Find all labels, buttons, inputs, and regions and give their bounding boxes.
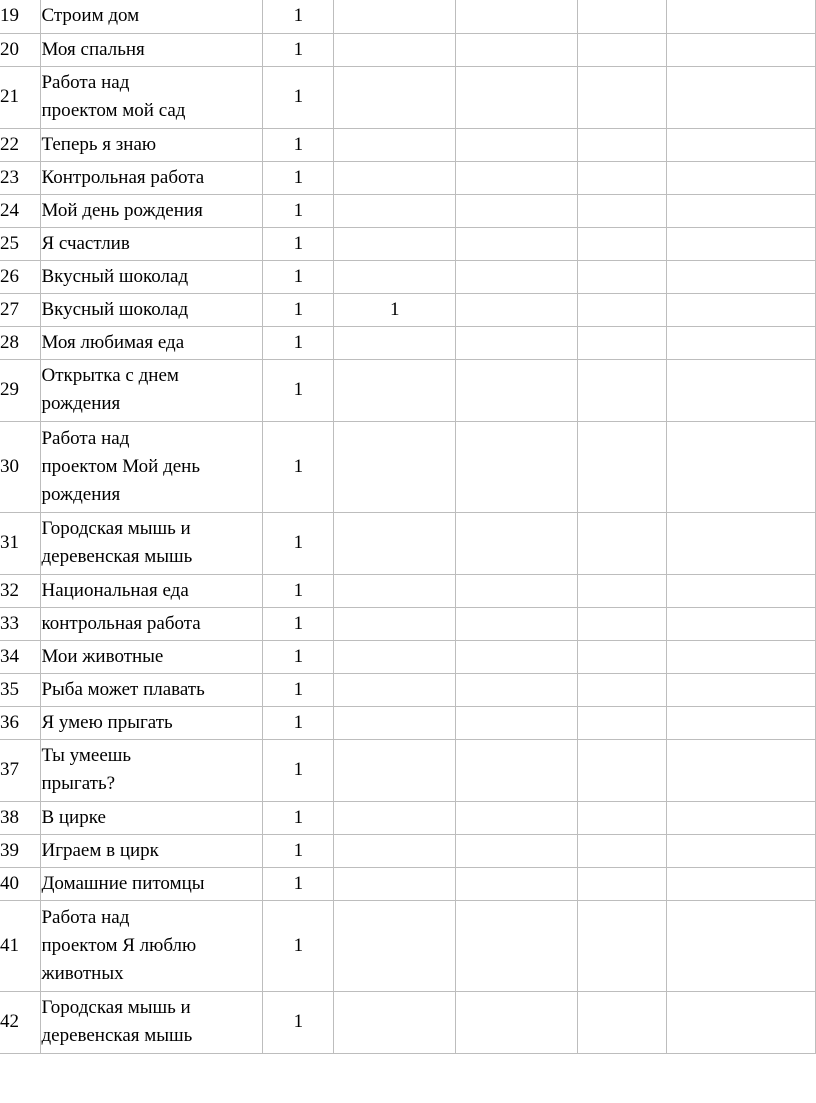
empty-cell — [578, 66, 667, 128]
lesson-topic — [41, 739, 263, 801]
lesson-hours: 1 — [263, 0, 334, 33]
lesson-topic-line: проектом Мой день — [41, 455, 201, 477]
lesson-topic-line: Я умею прыгать — [41, 711, 173, 733]
empty-cell — [578, 867, 667, 900]
lesson-topic-line: Ты умеешь — [41, 745, 132, 766]
empty-cell — [578, 161, 667, 194]
lesson-extra-hours — [334, 900, 456, 991]
empty-cell — [578, 900, 667, 991]
lesson-topic-line: Моя спальня — [41, 38, 145, 60]
lesson-hours: 1 — [263, 33, 334, 66]
empty-cell — [456, 706, 578, 739]
lesson-hours: 1 — [263, 867, 334, 900]
empty-cell — [456, 574, 578, 607]
empty-cell — [578, 801, 667, 834]
empty-cell — [578, 194, 667, 227]
lesson-topic — [41, 607, 263, 640]
lesson-topic — [41, 640, 263, 673]
table-row — [0, 574, 816, 607]
lesson-hours: 1 — [263, 574, 334, 607]
lesson-hours: 1 — [263, 607, 334, 640]
lesson-extra-hours — [334, 512, 456, 574]
lesson-number: 19 — [0, 0, 41, 33]
lesson-extra-hours — [334, 991, 456, 1053]
lesson-topic — [41, 227, 263, 260]
empty-cell — [578, 227, 667, 260]
lesson-extra-hours — [334, 640, 456, 673]
empty-cell — [667, 128, 816, 161]
empty-cell — [578, 834, 667, 867]
lesson-topic-line: Городская мышь и — [41, 518, 191, 539]
empty-cell — [456, 640, 578, 673]
lesson-number: 33 — [0, 607, 41, 640]
empty-cell — [456, 161, 578, 194]
lesson-topic-line: рождения — [41, 483, 121, 505]
empty-cell — [578, 673, 667, 706]
table-row — [0, 128, 816, 161]
empty-cell — [667, 512, 816, 574]
table-row — [0, 607, 816, 640]
lesson-topic — [41, 706, 263, 739]
lesson-topic — [41, 33, 263, 66]
empty-cell — [578, 0, 667, 33]
lesson-number: 29 — [0, 359, 41, 421]
table-row — [0, 260, 816, 293]
table-row — [0, 227, 816, 260]
empty-cell — [456, 194, 578, 227]
empty-cell — [456, 834, 578, 867]
lesson-topic-line: прыгать? — [41, 773, 116, 794]
lesson-topic-line: Работа над — [41, 906, 130, 928]
lesson-number: 39 — [0, 834, 41, 867]
lesson-hours: 1 — [263, 227, 334, 260]
lesson-topic — [41, 260, 263, 293]
lesson-extra-hours — [334, 739, 456, 801]
lesson-extra-hours — [334, 33, 456, 66]
empty-cell — [667, 33, 816, 66]
empty-cell — [667, 0, 816, 33]
lesson-extra-hours: 1 — [334, 293, 456, 326]
empty-cell — [667, 326, 816, 359]
empty-cell — [456, 293, 578, 326]
empty-cell — [667, 673, 816, 706]
lesson-topic-line: Домашние питомцы — [41, 872, 205, 894]
lesson-hours: 1 — [263, 359, 334, 421]
lesson-hours: 1 — [263, 991, 334, 1053]
table-row — [0, 867, 816, 900]
empty-cell — [456, 512, 578, 574]
lesson-number: 35 — [0, 673, 41, 706]
empty-cell — [667, 421, 816, 512]
empty-cell — [578, 293, 667, 326]
lesson-hours: 1 — [263, 801, 334, 834]
lesson-extra-hours — [334, 260, 456, 293]
empty-cell — [667, 991, 816, 1053]
empty-cell — [578, 326, 667, 359]
lesson-extra-hours — [334, 867, 456, 900]
empty-cell — [456, 801, 578, 834]
table-row — [0, 359, 816, 421]
lesson-number: 31 — [0, 512, 41, 574]
lesson-extra-hours — [334, 326, 456, 359]
empty-cell — [667, 607, 816, 640]
lesson-topic-line: Национальная еда — [41, 579, 189, 601]
lesson-hours: 1 — [263, 421, 334, 512]
lesson-hours: 1 — [263, 260, 334, 293]
table-row — [0, 991, 816, 1053]
lesson-number: 32 — [0, 574, 41, 607]
lesson-extra-hours — [334, 834, 456, 867]
lesson-topic — [41, 0, 263, 33]
lesson-topic — [41, 900, 263, 991]
lesson-topic-line: Моя любимая еда — [41, 331, 185, 353]
lesson-topic-line: Я счастлив — [41, 232, 130, 254]
lesson-extra-hours — [334, 161, 456, 194]
lesson-number: 21 — [0, 66, 41, 128]
lesson-number: 38 — [0, 801, 41, 834]
lesson-topic-line: проектом Я люблю — [41, 934, 197, 956]
lesson-topic-line: Играем в цирк — [41, 839, 159, 861]
lesson-extra-hours — [334, 128, 456, 161]
lesson-topic-line: Мой день рождения — [41, 199, 203, 221]
lesson-hours: 1 — [263, 739, 334, 801]
table-row — [0, 834, 816, 867]
empty-cell — [578, 512, 667, 574]
empty-cell — [578, 421, 667, 512]
empty-cell — [667, 66, 816, 128]
lesson-number: 24 — [0, 194, 41, 227]
empty-cell — [456, 867, 578, 900]
lesson-topic-line: Строим дом — [41, 5, 140, 27]
lesson-extra-hours — [334, 194, 456, 227]
lesson-hours: 1 — [263, 161, 334, 194]
lesson-topic-line: Открытка с днем — [41, 365, 179, 386]
lesson-topic-line: деревенская мышь — [41, 546, 193, 567]
lesson-topic-line: Контрольная работа — [41, 166, 205, 188]
lesson-topic — [41, 128, 263, 161]
table-row — [0, 293, 816, 326]
lesson-topic-line: Работа над — [41, 72, 130, 93]
lesson-topic-line: Мои животные — [41, 645, 164, 667]
lesson-extra-hours — [334, 673, 456, 706]
table-row — [0, 33, 816, 66]
lesson-hours: 1 — [263, 128, 334, 161]
lesson-topic — [41, 194, 263, 227]
empty-cell — [667, 900, 816, 991]
empty-cell — [456, 227, 578, 260]
lesson-topic-line: Рыба может плавать — [41, 678, 205, 700]
lesson-number: 28 — [0, 326, 41, 359]
empty-cell — [667, 867, 816, 900]
lesson-extra-hours — [334, 706, 456, 739]
empty-cell — [667, 227, 816, 260]
empty-cell — [578, 739, 667, 801]
lesson-number: 42 — [0, 991, 41, 1053]
lesson-number: 26 — [0, 260, 41, 293]
lesson-topic — [41, 801, 263, 834]
lesson-number: 30 — [0, 421, 41, 512]
lesson-number: 22 — [0, 128, 41, 161]
lesson-topic-line: животных — [41, 962, 124, 984]
lesson-topic — [41, 66, 263, 128]
lesson-number: 23 — [0, 161, 41, 194]
lesson-topic — [41, 673, 263, 706]
lesson-topic-line: Теперь я знаю — [41, 133, 157, 155]
lesson-topic-line: Работа над — [41, 427, 130, 449]
table-row — [0, 706, 816, 739]
lesson-hours: 1 — [263, 900, 334, 991]
empty-cell — [456, 128, 578, 161]
lesson-hours: 1 — [263, 834, 334, 867]
empty-cell — [578, 607, 667, 640]
empty-cell — [667, 834, 816, 867]
lesson-topic — [41, 161, 263, 194]
empty-cell — [667, 706, 816, 739]
lesson-topic — [41, 867, 263, 900]
lesson-extra-hours — [334, 574, 456, 607]
lesson-hours: 1 — [263, 512, 334, 574]
lesson-hours: 1 — [263, 640, 334, 673]
empty-cell — [667, 359, 816, 421]
table-row — [0, 0, 816, 33]
table-row — [0, 326, 816, 359]
lesson-topic — [41, 359, 263, 421]
empty-cell — [456, 673, 578, 706]
table-row — [0, 900, 816, 991]
lesson-number: 36 — [0, 706, 41, 739]
empty-cell — [456, 991, 578, 1053]
lesson-topic-line: В цирке — [41, 806, 106, 828]
lesson-hours: 1 — [263, 66, 334, 128]
lesson-extra-hours — [334, 801, 456, 834]
empty-cell — [667, 161, 816, 194]
lesson-topic-line: деревенская мышь — [41, 1025, 193, 1046]
lesson-topic — [41, 293, 263, 326]
table-row — [0, 194, 816, 227]
empty-cell — [456, 33, 578, 66]
lesson-topic-line: Вкусный шоколад — [41, 265, 189, 287]
empty-cell — [578, 640, 667, 673]
table-row — [0, 739, 816, 801]
empty-cell — [667, 293, 816, 326]
table-row — [0, 673, 816, 706]
lesson-number: 27 — [0, 293, 41, 326]
lesson-topic — [41, 991, 263, 1053]
lesson-topic-line: Вкусный шоколад — [41, 298, 189, 320]
empty-cell — [667, 801, 816, 834]
lesson-extra-hours — [334, 66, 456, 128]
empty-cell — [456, 359, 578, 421]
lesson-hours: 1 — [263, 326, 334, 359]
table-row — [0, 161, 816, 194]
empty-cell — [578, 128, 667, 161]
empty-cell — [456, 260, 578, 293]
lesson-number: 34 — [0, 640, 41, 673]
lesson-hours: 1 — [263, 673, 334, 706]
empty-cell — [667, 260, 816, 293]
empty-cell — [667, 194, 816, 227]
lesson-topic-line: проектом мой сад — [41, 100, 186, 121]
empty-cell — [456, 421, 578, 512]
lesson-number: 40 — [0, 867, 41, 900]
empty-cell — [667, 739, 816, 801]
table-row — [0, 640, 816, 673]
lesson-number: 25 — [0, 227, 41, 260]
table-row — [0, 66, 816, 128]
empty-cell — [456, 900, 578, 991]
lesson-extra-hours — [334, 607, 456, 640]
lesson-hours: 1 — [263, 194, 334, 227]
empty-cell — [456, 0, 578, 33]
lesson-topic — [41, 574, 263, 607]
empty-cell — [578, 359, 667, 421]
lesson-topic-line: Городская мышь и — [41, 997, 191, 1018]
lesson-topic — [41, 326, 263, 359]
lesson-topic-line: контрольная работа — [41, 612, 201, 634]
lesson-topic-line: рождения — [41, 393, 121, 414]
empty-cell — [456, 607, 578, 640]
lesson-topic — [41, 512, 263, 574]
empty-cell — [456, 739, 578, 801]
table-row — [0, 512, 816, 574]
empty-cell — [667, 574, 816, 607]
lesson-hours: 1 — [263, 293, 334, 326]
lesson-hours: 1 — [263, 706, 334, 739]
lesson-number: 41 — [0, 900, 41, 991]
table-row — [0, 801, 816, 834]
lesson-number: 20 — [0, 33, 41, 66]
empty-cell — [667, 640, 816, 673]
lesson-extra-hours — [334, 227, 456, 260]
lesson-extra-hours — [334, 359, 456, 421]
lesson-extra-hours — [334, 421, 456, 512]
lesson-topic — [41, 834, 263, 867]
empty-cell — [578, 706, 667, 739]
empty-cell — [578, 991, 667, 1053]
lesson-extra-hours — [334, 0, 456, 33]
empty-cell — [578, 33, 667, 66]
lesson-number: 37 — [0, 739, 41, 801]
empty-cell — [578, 574, 667, 607]
empty-cell — [578, 260, 667, 293]
empty-cell — [456, 66, 578, 128]
table-row — [0, 421, 816, 512]
empty-cell — [456, 326, 578, 359]
lesson-topic — [41, 421, 263, 512]
